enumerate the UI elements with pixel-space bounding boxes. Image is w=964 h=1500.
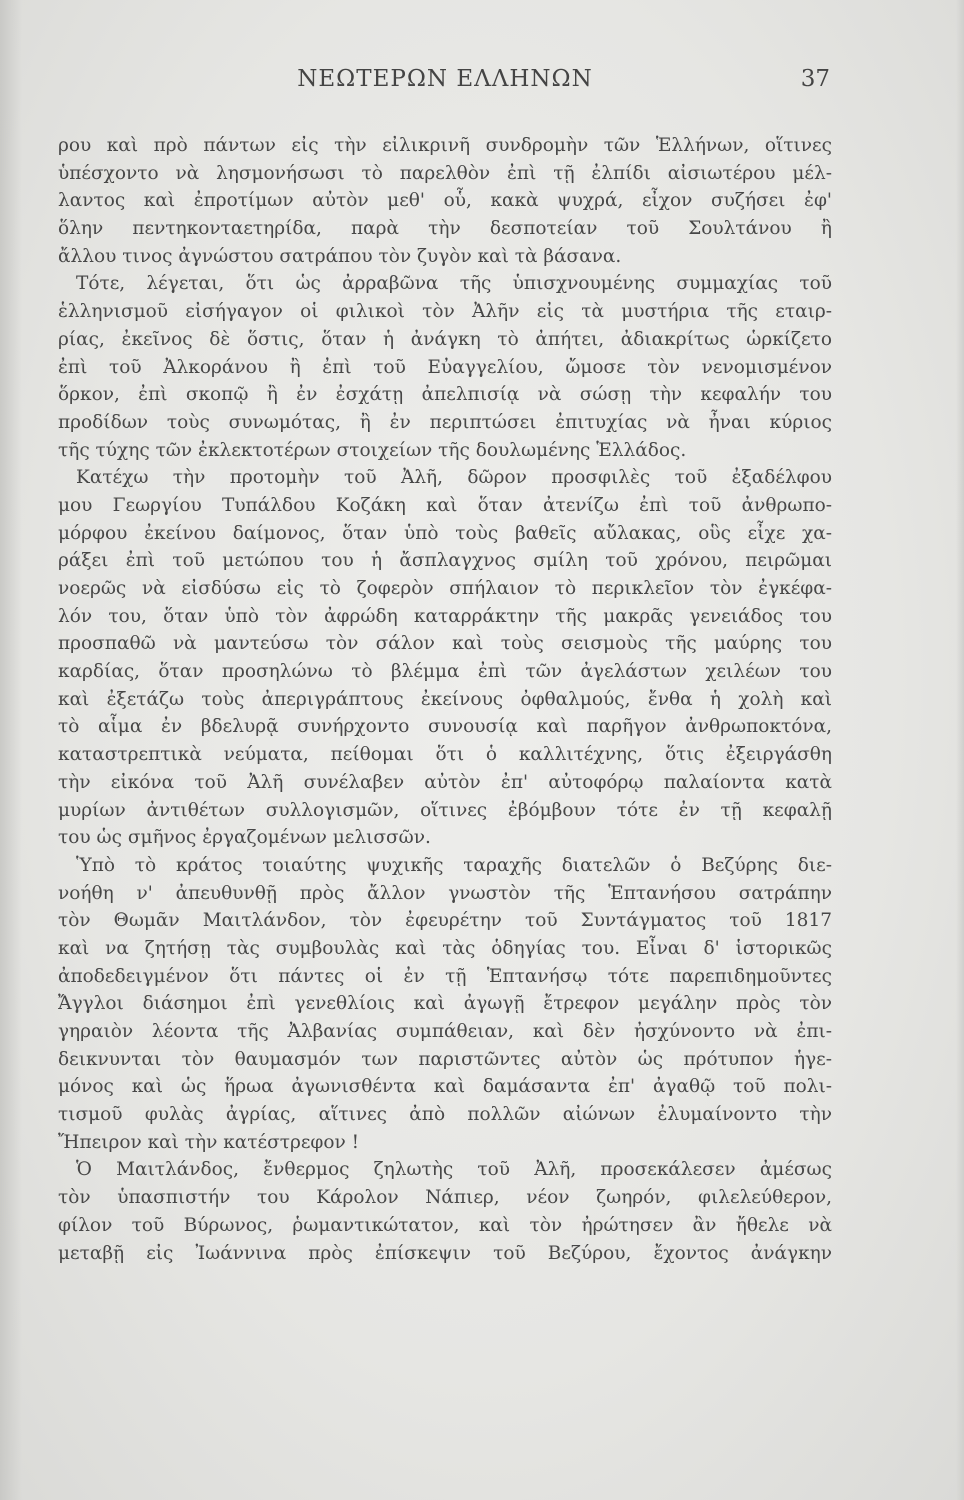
text-line: ὅρκον, ἐπὶ σκοπῷ ἢ ἐν ἐσχάτῃ ἀπελπισίᾳ νὰ σώσῃ τὴν κεφαλήν του [58, 384, 832, 406]
paragraph [58, 852, 832, 1157]
text-line: μόρφου ἐκείνου δαίμονος, ὅταν ὑπὸ τοὺς βαθεῖς αὔλακας, οὓς εἶχε χα- [58, 522, 832, 544]
spine-shadow [0, 0, 22, 1500]
page-header [60, 66, 830, 106]
text-line: Ὑπὸ τὸ κράτος τοιαύτης ψυχικῆς ταραχῆς διατελῶν ὁ Βεζύρης διε- [76, 854, 832, 876]
text-line: Κατέχω τὴν προτομὴν τοῦ Ἀλῆ, δῶρον προσφιλὲς τοῦ ἐξαδέλφου [76, 467, 832, 489]
text-line: γηραιὸν λέοντα τῆς Ἀλβανίας συμπάθειαν, καὶ δὲν ἠσχύνοντο νὰ ἐπι- [58, 1021, 832, 1042]
text-line: νοερῶς νὰ εἰσδύσω εἰς τὸ ζοφερὸν σπήλαιον τὸ περικλεῖον τὸν ἐγκέφα- [58, 578, 832, 599]
text-line: ὑπέσχοντο νὰ λησμονήσωσι τὸ παρελθὸν ἐπὶ τῇ ἐλπίδι αἰσιωτέρου μέλ- [58, 162, 832, 184]
text-line: μου Γεωργίου Τυπάλδου Κοζάκη καὶ ὅταν ἀτενίζω ἐπὶ τοῦ ἀνθρωπο- [58, 494, 832, 516]
text-line: του ὡς σμῆνος ἐργαζομένων μελισσῶν. [58, 827, 431, 849]
text-line: ὅλην πεντηκονταετηρίδα, παρὰ τὴν δεσποτείαν τοῦ Σουλτάνου ἢ [58, 218, 832, 240]
text-line: ρου καὶ πρὸ πάντων εἰς τὴν εἰλικρινῆ συνδρομὴν τῶν Ἑλλήνων, οἵτινες [58, 135, 832, 156]
paragraph [58, 270, 832, 464]
text-line: λόν του, ὅταν ὑπὸ τὸν ἀφρώδη καταρράκτην τῆς μακρᾶς γενειάδος του [58, 605, 832, 627]
text-line: Ἤπειρον καὶ τὴν κατέστρεφον ! [58, 1131, 360, 1153]
text-line: καρδίας, ὅταν προσηλώνω τὸ βλέμμα ἐπὶ τῶν ἀγελάστων χειλέων του [58, 661, 832, 683]
text-line: φίλον τοῦ Βύρωνος, ῥωμαντικώτατον, καὶ τὸν ἠρώτησεν ἂν ἤθελε νὰ [58, 1214, 832, 1236]
text-line: μυρίων ἀντιθέτων συλλογισμῶν, οἵτινες ἐβόμβουν τότε ἐν τῇ κεφαλῇ [58, 799, 832, 821]
text-line: προσπαθῶ νὰ μαντεύσω τὸν σάλον καὶ τοὺς σεισμοὺς τῆς μαύρης του [58, 633, 832, 655]
text-line: τῆς τύχης τῶν ἐκλεκτοτέρων στοιχείων τῆς δουλωμένης Ἑλλάδος. [58, 439, 687, 461]
text-line: ἀποδεδειγμένον ὅτι πάντες οἱ ἐν τῇ Ἑπτανήσῳ τότε παρεπιδημοῦντες [58, 965, 832, 987]
text-line: τὸν ὑπασπιστήν του Κάρολον Νάπιερ, νέον ζωηρόν, φιλελεύθερον, [58, 1187, 832, 1209]
paragraph [58, 132, 832, 270]
text-line: καὶ ἐξετάζω τοὺς ἀπεριγράπτους ἐκείνους ὀφθαλμούς, ἔνθα ἡ χολὴ καὶ [58, 688, 832, 710]
text-line: δεικνυνται τὸν θαυμασμόν των παριστῶντες αὐτὸν ὡς πρότυπον ἡγε- [58, 1048, 832, 1070]
text-line: προδίδων τοὺς συνωμότας, ἢ ἐν περιπτώσει ἐπιτυχίας νὰ ἦναι κύριος [58, 411, 832, 433]
text-line: ἄλλου τινος ἀγνώστου σατράπου τὸν ζυγὸν καὶ τὰ βάσανα. [58, 245, 622, 267]
text-line: τὸ αἷμα ἐν βδελυρᾷ συνήρχοντο συνουσίᾳ καὶ παρῆγον ἀνθρωποκτόνα, [58, 716, 832, 738]
paragraph [58, 1156, 832, 1267]
text-line: μεταβῇ εἰς Ἰωάννινα πρὸς ἐπίσκεψιν τοῦ Βεζύρου, ἔχοντος ἀνάγκην [58, 1242, 832, 1264]
text-line: καὶ να ζητήσῃ τὰς συμβουλὰς καὶ τὰς ὁδηγίας του. Εἶναι δ' ἱστορικῶς [58, 937, 832, 959]
running-title: ΝΕΩΤΕΡΩΝ ΕΛΛΗΝΩΝ [297, 66, 593, 92]
text-line: τισμοῦ φυλὰς ἀγρίας, αἵτινες ἀπὸ πολλῶν αἰώνων ἐλυμαίνοντο τὴν [58, 1104, 832, 1126]
text-line: καταστρεπτικὰ νεύματα, πείθομαι ὅτι ὁ καλλιτέχνης, ὅτις ἐξειργάσθη [58, 744, 832, 766]
text-line: Ὁ Μαιτλάνδος, ἔνθερμος ζηλωτὴς τοῦ Ἀλῆ, προσεκάλεσεν ἀμέσως [76, 1159, 832, 1181]
text-line: τὴν εἰκόνα τοῦ Ἀλῆ συνέλαβεν αὐτὸν ἐπ' αὐτοφόρῳ παλαίοντα κατὰ [58, 771, 832, 793]
text-line: νοήθη ν' ἀπευθυνθῇ πρὸς ἄλλον γνωστὸν τῆς Ἑπτανήσου σατράπην [58, 882, 832, 904]
text-line: λαντος καὶ ἐπροτίμων αὐτὸν μεθ' οὗ, κακὰ ψυχρά, εἶχον συζήσει ἐφ' [58, 190, 832, 212]
text-line: Ἄγγλοι διάσημοι ἐπὶ γενεθλίοις καὶ ἀγωγῇ ἔτρεφον μεγάλην πρὸς τὸν [58, 993, 832, 1015]
text-line: ρίας, ἐκεῖνος δὲ ὅστις, ὅταν ἡ ἀνάγκη τὸ ἀπήτει, ἀδιακρίτως ὡρκίζετο [58, 328, 832, 350]
text-line: ράξει ἐπὶ τοῦ μετώπου του ἡ ἄσπλαγχνος σμίλη τοῦ χρόνου, πειρῶμαι [58, 550, 832, 572]
page-edge [956, 0, 964, 1500]
text-line: Τότε, λέγεται, ὅτι ὡς ἀρραβῶνα τῆς ὑπισχνουμένης συμμαχίας τοῦ [76, 273, 832, 295]
text-line: ἐπὶ τοῦ Ἀλκοράνου ἢ ἐπὶ τοῦ Εὐαγγελίου, ὤμοσε τὸν νενομισμένον [58, 356, 832, 378]
text-line: ἑλληνισμοῦ εἰσήγαγον οἱ φιλικοὶ τὸν Ἀλῆν εἰς τὰ μυστήρια τῆς εταιρ- [58, 301, 832, 323]
text-line: μόνος καὶ ὡς ἥρωα ἀγωνισθέντα καὶ δαμάσαντα ἐπ' ἀγαθῷ τοῦ πολι- [58, 1076, 832, 1098]
paragraph [58, 464, 832, 852]
page-number: 37 [800, 66, 830, 92]
body-text [58, 132, 832, 1267]
text-line: τὸν Θωμᾶν Μαιτλάνδον, τὸν ἐφευρέτην τοῦ Συντάγματος τοῦ 1817 [58, 910, 832, 932]
